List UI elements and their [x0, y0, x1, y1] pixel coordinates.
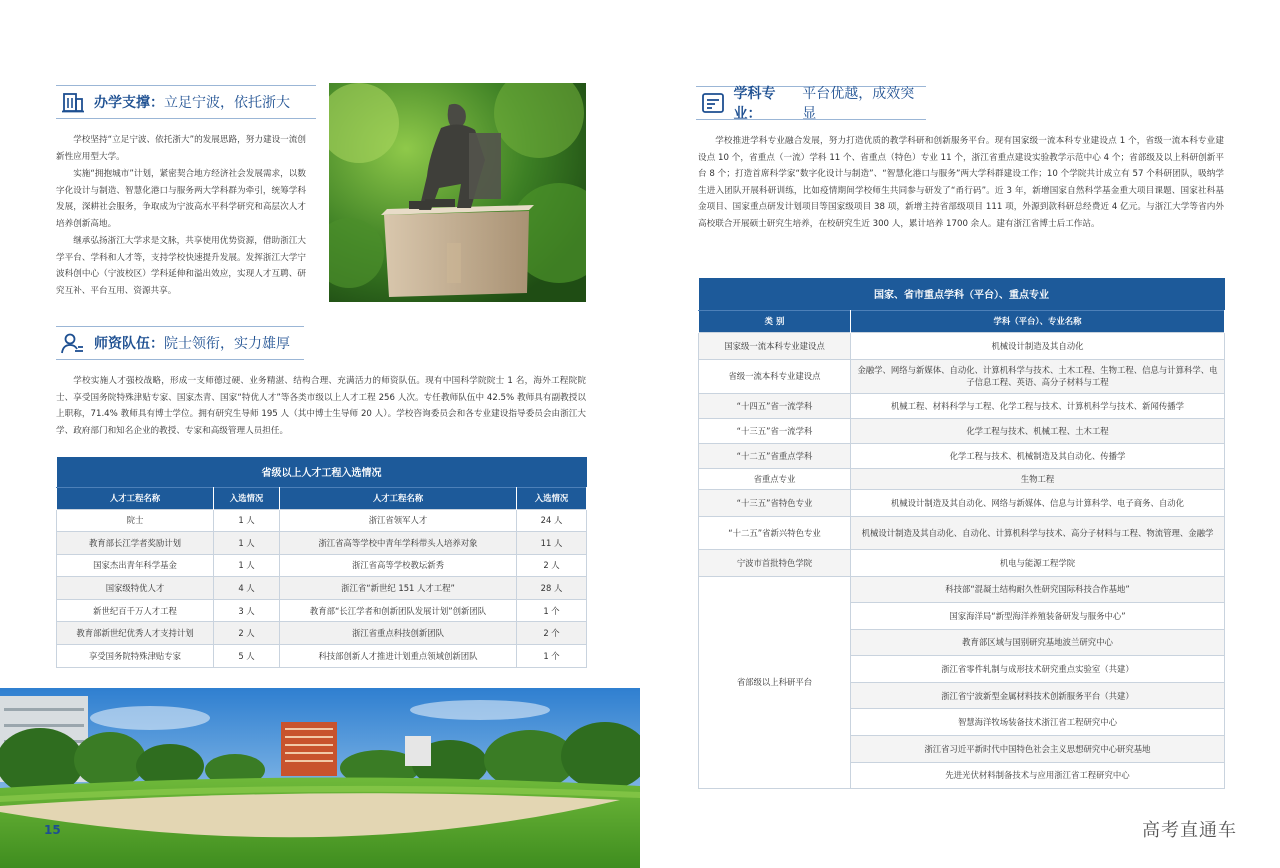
table-row	[57, 509, 587, 532]
section-title: 办学支撑：	[94, 95, 164, 111]
talent-table-body	[57, 509, 587, 667]
table-cell: 1 人	[214, 509, 280, 532]
discipline-cell: 生物工程	[851, 468, 1225, 489]
platform-cell: 浙江省宁波新型金属材料技术创新服务平台（共建）	[851, 682, 1225, 709]
table-cell: 2 人	[214, 622, 280, 645]
table-row	[699, 332, 1225, 359]
table-cell: 国家级特优人才	[57, 577, 214, 600]
table-cell: 4 人	[214, 577, 280, 600]
category-cell: “十三五”省一流学科	[699, 418, 851, 443]
talent-table	[56, 457, 587, 668]
table-cell: 2 个	[517, 622, 587, 645]
table-cell: 教育部“长江学者和创新团队发展计划”创新团队	[280, 599, 517, 622]
table-cell: 1 人	[214, 532, 280, 555]
section-heading-faculty	[56, 326, 304, 360]
statue-photo	[329, 83, 586, 302]
table-row	[57, 532, 587, 555]
discipline-cell: 机械设计制造及其自动化、网络与新媒体、信息与计算科学、电子商务、自动化	[851, 489, 1225, 516]
paragraph: 学校实施人才强校战略，形成一支师德过硬、业务精湛、结构合理、充满活力的师资队伍。现有中国科学院院士 1 名，海外工程院院士、享受国务院特殊津贴专家、国家杰青、国家“特优人才”等各类市级以上人才工程 256 人次。专任教师队伍中 42.5% 教师具有副教授以上职称，71.4% 教师具有博士学位。拥有研究生导师 195 人（其中博士生导师 20 人）。学校咨询委员会和各专业建设指导委员会由浙江大学、政府部门和知名企业的教授、专家和高级管理人员担任。	[56, 376, 586, 436]
table-cell: 2 人	[517, 554, 587, 577]
column-header: 人才工程名称	[57, 487, 214, 509]
right-page	[640, 0, 1280, 868]
platform-cell: 国家海洋局“新型海洋养殖装备研发与服务中心”	[851, 603, 1225, 630]
table-cell: 11 人	[517, 532, 587, 555]
table-cell: 新世纪百千万人才工程	[57, 599, 214, 622]
platform-cell: 教育部区域与国别研究基地波兰研究中心	[851, 629, 1225, 656]
discipline-table-body	[699, 332, 1225, 789]
discipline-cell: 化学工程与技术、机械制造及其自动化、传播学	[851, 443, 1225, 468]
table-row	[57, 599, 587, 622]
table-cell: 教育部长江学者奖励计划	[57, 532, 214, 555]
table-cell: 3 人	[214, 599, 280, 622]
platform-cell: 智慧海洋牧场装备技术浙江省工程研究中心	[851, 709, 1225, 736]
table-cell: 院士	[57, 509, 214, 532]
table-cell: 享受国务院特殊津贴专家	[57, 645, 214, 668]
table-cell: 国家杰出青年科学基金	[57, 554, 214, 577]
discipline-cell: 机械设计制造及其自动化、自动化、计算机科学与技术、高分子材料与工程、物流管理、金融学	[851, 516, 1225, 549]
table-cell: 浙江省高等学校教坛新秀	[280, 554, 517, 577]
table-cell: 1 个	[517, 645, 587, 668]
section-title: 师资队伍：	[94, 336, 164, 352]
section-heading-discipline	[696, 86, 926, 120]
paragraph: 实施“拥抱城市”计划，紧密契合地方经济社会发展需求，以数字化设计与制造、智慧化港口与服务两大学科群为牵引，统筹学科发展，深耕社会服务，争取成为宁波高水平科学研究和高层次人才培养创新高地。	[56, 169, 306, 229]
platform-cell: 浙江省零件轧制与成形技术研究重点实验室（共建）	[851, 656, 1225, 683]
column-header: 人才工程名称	[280, 487, 517, 509]
column-header: 类 别	[699, 310, 851, 332]
category-cell: 国家级一流本科专业建设点	[699, 332, 851, 359]
table-cell: 浙江省“新世纪 151 人才工程”	[280, 577, 517, 600]
paragraph: 学校坚持“立足宁波、依托浙大”的发展思路，努力建设一流创新性应用型大学。	[56, 135, 306, 162]
table-cell: 1 个	[517, 599, 587, 622]
table-cell: 浙江省重点科技创新团队	[280, 622, 517, 645]
category-cell: “十二五”省重点学科	[699, 443, 851, 468]
section-subtitle: 平台优越，成效突显	[802, 86, 915, 122]
paragraph: 学校推进学科专业融合发展，努力打造优质的教学科研和创新服务平台。现有国家级一流本科专业建设点 1 个，省级一流本科专业建设点 10 个，省重点（一流）学科 11 个、省重点（特色）专业 11 个，浙江省重点建设实验教学示范中心 4 个；省部级及以上科研创新平台 8 个；打造首席科学家“数字化设计与制造”、“智慧化港口与服务”两大学科群建设工作；10 个学院共计成立有 57 个科研团队，吸纳学生进入团队开展科研训练，比如疫情期间学校师生共同参与研发了“甬行码”。近 3 年，新增国家自然科学基金重大项目课题、国家社科基金项目、国家重点研发计划项目等国家级项目 38 项，新增主持省部级项目 111 项，外源到款科研总经费近 4 亿元。与浙江大学等省内外高校联合开展硕士研究生培养，在校研究生近 300 人，累计培养 1700 余人。建有浙江省博士后工作站。	[698, 136, 1224, 229]
table-cell: 教育部新世纪优秀人才支持计划	[57, 622, 214, 645]
column-header: 入选情况	[517, 487, 587, 509]
table-cell: 1 人	[214, 554, 280, 577]
document-icon	[700, 92, 726, 114]
discipline-cell: 金融学、网络与新媒体、自动化、计算机科学与技术、土木工程、生物工程、信息与计算科学、电子信息工程、英语、高分子材料与工程	[851, 359, 1225, 393]
table-cell: 24 人	[517, 509, 587, 532]
table-row	[699, 418, 1225, 443]
discipline-cell: 机械工程、材料科学与工程、化学工程与技术、计算机科学与技术、新闻传播学	[851, 393, 1225, 418]
category-cell: 宁波市首批特色学院	[699, 549, 851, 576]
category-cell: 省部级以上科研平台	[699, 576, 851, 789]
category-cell: 省重点专业	[699, 468, 851, 489]
discipline-cell: 机械设计制造及其自动化	[851, 332, 1225, 359]
column-header: 入选情况	[214, 487, 280, 509]
table-cell: 科技部创新人才推进计划重点领域创新团队	[280, 645, 517, 668]
table-row	[57, 622, 587, 645]
table-row	[699, 393, 1225, 418]
discipline-cell: 化学工程与技术、机械工程、土木工程	[851, 418, 1225, 443]
table-row	[57, 577, 587, 600]
building-icon	[60, 91, 86, 113]
category-cell: “十二五”省新兴特色专业	[699, 516, 851, 549]
table-row	[699, 516, 1225, 549]
table-title: 省级以上人才工程入选情况	[57, 457, 587, 487]
discipline-table	[698, 278, 1225, 789]
section-subtitle: 立足宁波，依托浙大	[164, 95, 290, 111]
category-cell: “十四五”省一流学科	[699, 393, 851, 418]
table-row	[699, 468, 1225, 489]
table-row	[699, 359, 1225, 393]
table-cell: 28 人	[517, 577, 587, 600]
table-row	[699, 489, 1225, 516]
table-cell: 浙江省领军人才	[280, 509, 517, 532]
section-heading-support	[56, 85, 316, 119]
table-row	[57, 554, 587, 577]
table-row	[699, 443, 1225, 468]
section-title: 学科专业：	[733, 86, 776, 122]
category-cell: “十三五”省特色专业	[699, 489, 851, 516]
column-header: 学科（平台）、专业名称	[851, 310, 1225, 332]
table-cell: 浙江省高等学校中青年学科带头人培养对象	[280, 532, 517, 555]
paragraph: 继承弘扬浙江大学求是文脉，共享使用优势资源，借助浙江大学平台、学科和人才等，支持学校快速提升发展。发挥浙江大学宁波科创中心（宁波校区）学科延伸和溢出效应，实现人才互聘、研究互补、平台互用、资源共享。	[56, 236, 306, 296]
table-row	[57, 645, 587, 668]
teacher-icon	[60, 332, 86, 354]
discipline-cell: 机电与能源工程学院	[851, 549, 1225, 576]
page-number: 15	[44, 823, 61, 837]
platform-cell: 先进光伏材料制备技术与应用浙江省工程研究中心	[851, 762, 1225, 789]
category-cell: 省级一流本科专业建设点	[699, 359, 851, 393]
watermark: 高考直通车	[1142, 820, 1237, 841]
table-row	[699, 549, 1225, 576]
platform-cell: 浙江省习近平新时代中国特色社会主义思想研究中心研究基地	[851, 736, 1225, 763]
table-row	[699, 576, 1225, 603]
section-subtitle: 院士领衔，实力雄厚	[164, 336, 290, 352]
table-title: 国家、省市重点学科（平台）、重点专业	[699, 278, 1225, 310]
table-cell: 5 人	[214, 645, 280, 668]
platform-cell: 科技部“混凝土结构耐久性研究国际科技合作基地”	[851, 576, 1225, 603]
campus-photo	[0, 688, 640, 868]
